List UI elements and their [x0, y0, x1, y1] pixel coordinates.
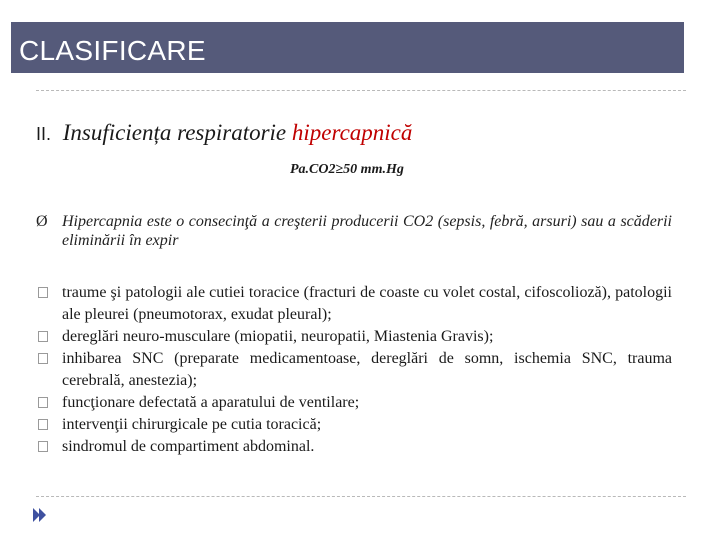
- heading-highlight: hipercapnică: [291, 120, 413, 145]
- checkbox-bullet-icon: [38, 287, 48, 298]
- list-item: intervenţii chirurgicale pe cutia toracică;: [36, 414, 672, 436]
- checkbox-bullet-icon: [38, 331, 48, 342]
- arrow-bullet-icon: Ø: [36, 213, 48, 230]
- title-bar: [11, 22, 684, 73]
- arrow-list-item: [36, 212, 672, 250]
- list-item: sindromul de compartiment abdominal.: [36, 436, 672, 458]
- cause-list: [36, 282, 672, 458]
- list-item: traume şi patologii ale cutiei toracice (fracturi de coaste cu volet costal, cifoscolioză), patologii ale pleurei (pneumotorax, exudat pleural);: [36, 282, 672, 326]
- list-item: funcţionare defectată a aparatului de ventilare;: [36, 392, 672, 414]
- bottom-divider: [36, 496, 686, 497]
- list-item: inhibarea SNC (preparate medicamentoase, dereglări de somn, ischemia SNC, trauma cerebrală, anestezia);: [36, 348, 672, 392]
- top-divider: [36, 90, 686, 91]
- slide-title: CLASIFICARE: [19, 35, 206, 66]
- formula: Pa.CO2≥50 mm.Hg: [290, 162, 404, 177]
- next-slide-icon[interactable]: [28, 504, 50, 526]
- list-item: dereglări neuro-musculare (miopatii, neuropatii, Miastenia Gravis);: [36, 326, 672, 348]
- section-heading: [36, 120, 412, 146]
- heading-text: Insuficiența respiratorie: [62, 120, 287, 145]
- checkbox-bullet-icon: [38, 397, 48, 408]
- arrow-item-text: Hipercapnia este o consecinţă a creşterii producerii CO2 (sepsis, febră, arsuri) sau a scăderii eliminării în expir: [62, 213, 672, 249]
- checkbox-bullet-icon: [38, 441, 48, 452]
- checkbox-bullet-icon: [38, 419, 48, 430]
- checkbox-bullet-icon: [38, 353, 48, 364]
- heading-number: II.: [36, 124, 52, 144]
